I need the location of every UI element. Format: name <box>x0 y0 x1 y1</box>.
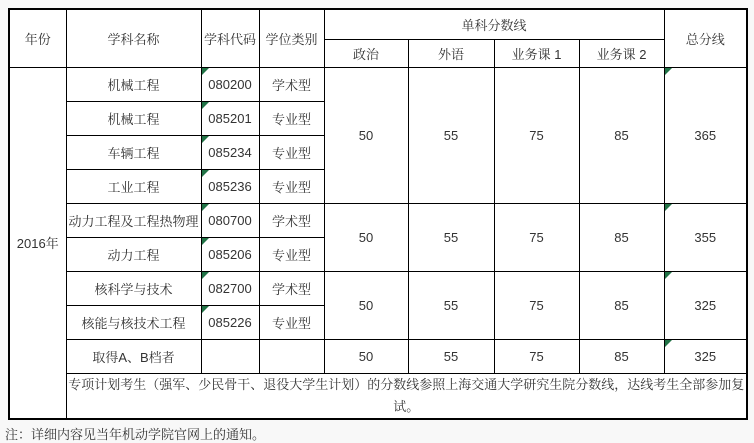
subject-code-text: 085226 <box>208 314 252 330</box>
degree-type-cell-empty <box>259 339 324 373</box>
ab-grade-row-label-cell: 取得A、B档者 <box>66 339 201 373</box>
degree-type-cell: 学术型 <box>259 271 324 305</box>
col-header-year: 年份 <box>9 9 66 67</box>
total-score-cell <box>664 67 747 203</box>
subject-code-text: 085236 <box>208 178 252 194</box>
table-row <box>9 339 747 373</box>
subject-code-cell <box>201 101 259 135</box>
degree-type-cell: 专业型 <box>259 169 324 203</box>
year-cell: 2016年 <box>9 67 66 419</box>
excel-error-flag-icon <box>665 204 672 211</box>
subject-code-text: 085201 <box>208 110 252 126</box>
col-header-course2: 业务课 2 <box>579 39 664 67</box>
course2-score-cell: 85 <box>579 339 664 373</box>
col-header-course1: 业务课 1 <box>494 39 579 67</box>
subject-name-cell: 机械工程 <box>66 67 201 101</box>
subject-name-cell: 核科学与技术 <box>66 271 201 305</box>
course1-score-cell: 75 <box>494 203 579 271</box>
subject-code-text: 080200 <box>208 76 252 92</box>
table-row <box>9 67 747 101</box>
table-row <box>9 271 747 305</box>
total-score-text: 325 <box>694 348 717 364</box>
subject-code-cell <box>201 305 259 339</box>
col-header-subject-code: 学科代码 <box>201 9 259 67</box>
col-header-total-score: 总分线 <box>664 9 747 67</box>
subject-code-cell <box>201 135 259 169</box>
subject-name-cell: 车辆工程 <box>66 135 201 169</box>
subject-name-cell: 机械工程 <box>66 101 201 135</box>
foreign-language-score-cell: 55 <box>408 203 494 271</box>
course2-score-cell: 85 <box>579 271 664 339</box>
subject-code-text: 082700 <box>208 280 252 296</box>
col-header-foreign-language: 外语 <box>408 39 494 67</box>
subject-code-cell <box>201 169 259 203</box>
col-header-subject-name: 学科名称 <box>66 9 201 67</box>
col-header-single-subject-scores: 单科分数线 <box>324 9 664 39</box>
excel-error-flag-icon <box>202 136 209 143</box>
course1-score-cell: 75 <box>494 271 579 339</box>
footer-note: 注：详细内容见当年机动学院官网上的通知。 <box>5 427 266 442</box>
subject-code-text: 080700 <box>208 212 252 228</box>
total-score-cell <box>664 271 747 339</box>
admission-score-table <box>8 8 748 420</box>
subject-code-cell <box>201 237 259 271</box>
subject-name-cell: 工业工程 <box>66 169 201 203</box>
excel-error-flag-icon <box>665 340 672 347</box>
foreign-language-score-cell: 55 <box>408 339 494 373</box>
subject-name-cell: 动力工程 <box>66 237 201 271</box>
degree-type-cell: 专业型 <box>259 305 324 339</box>
politics-score-cell: 50 <box>324 203 408 271</box>
subject-code-text: 085234 <box>208 144 252 160</box>
degree-type-cell: 专业型 <box>259 237 324 271</box>
degree-type-cell: 专业型 <box>259 135 324 169</box>
subject-name-cell: 动力工程及工程热物理 <box>66 203 201 237</box>
total-score-cell <box>664 339 747 373</box>
total-score-text: 355 <box>694 229 717 245</box>
excel-error-flag-icon <box>202 170 209 177</box>
course2-score-cell: 85 <box>579 203 664 271</box>
excel-error-flag-icon <box>202 68 209 75</box>
table-row <box>9 203 747 237</box>
course1-score-cell: 75 <box>494 67 579 203</box>
excel-error-flag-icon <box>665 68 672 75</box>
subject-code-text: 085206 <box>208 246 252 262</box>
col-header-degree-type: 学位类别 <box>259 9 324 67</box>
course1-score-cell: 75 <box>494 339 579 373</box>
degree-type-cell: 学术型 <box>259 67 324 101</box>
degree-type-cell: 专业型 <box>259 101 324 135</box>
total-score-cell <box>664 203 747 271</box>
subject-code-cell <box>201 203 259 237</box>
foreign-language-score-cell: 55 <box>408 271 494 339</box>
total-score-text: 365 <box>694 127 717 143</box>
excel-error-flag-icon <box>202 204 209 211</box>
excel-error-flag-icon <box>202 306 209 313</box>
excel-error-flag-icon <box>202 102 209 109</box>
total-score-text: 325 <box>694 297 717 313</box>
politics-score-cell: 50 <box>324 67 408 203</box>
excel-error-flag-icon <box>202 272 209 279</box>
table-row <box>9 373 747 419</box>
politics-score-cell: 50 <box>324 339 408 373</box>
subject-code-cell <box>201 271 259 305</box>
degree-type-cell: 学术型 <box>259 203 324 237</box>
col-header-politics: 政治 <box>324 39 408 67</box>
special-plan-note-cell: 专项计划考生（强军、少民骨干、退役大学生计划）的分数线参照上海交通大学研究生院分数线，达线考生全部参加复试。 <box>66 373 747 419</box>
subject-code-cell <box>201 67 259 101</box>
subject-name-cell: 核能与核技术工程 <box>66 305 201 339</box>
excel-error-flag-icon <box>665 272 672 279</box>
foreign-language-score-cell: 55 <box>408 67 494 203</box>
politics-score-cell: 50 <box>324 271 408 339</box>
subject-code-cell-empty <box>201 339 259 373</box>
excel-error-flag-icon <box>202 238 209 245</box>
course2-score-cell: 85 <box>579 67 664 203</box>
